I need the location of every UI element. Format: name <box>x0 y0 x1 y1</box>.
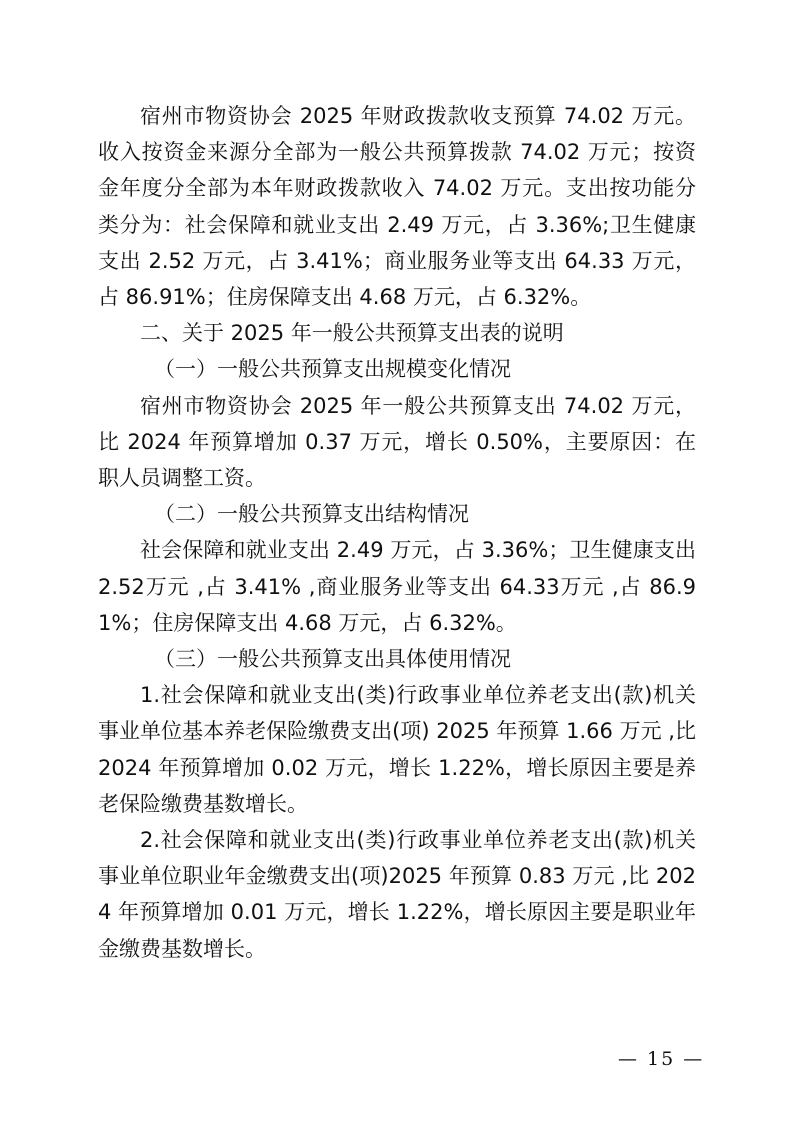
paragraph-usage-item-1: 1.社会保障和就业支出(类)行政事业单位养老支出(款)机关事业单位基本养老保险缴费支出(项) 2025 年预算 1.66 万元 ,比 2024 年预算增加 0.02 万元，增长 1.22%，增长原因主要是养老保险缴费基数增长。 <box>98 683 696 816</box>
paragraph-budget-summary: 宿州市物资协会 2025 年财政拨款收支预算 74.02 万元。收入按资金来源分全部为一般公共预算拨款 74.02 万元；按资金年度分全部为本年财政拨款收入 74.02 万元。支出按功能分类分为：社会保障和就业支出 2.49 万元，占 3.36%;卫生健康支出 2.52 万元，占 3.41%；商业服务业等支出 64.33 万元，占 86.91%；住房保障支出 4.68 万元，占 6.32%。 <box>98 104 696 310</box>
subheading-scale-change: （一）一般公共预算支出规模变化情况 <box>154 357 511 382</box>
page-number: — 15 — <box>618 1048 705 1070</box>
paragraph-scale-change: 宿州市物资协会 2025 年一般公共预算支出 74.02 万元，比 2024 年预算增加 0.37 万元，增长 0.50%，主要原因：在职人员调整工资。 <box>98 393 696 491</box>
section-heading-general-budget: 二、关于 2025 年一般公共预算支出表的说明 <box>140 321 564 346</box>
document-body <box>98 98 696 967</box>
paragraph-usage-item-2: 2.社会保障和就业支出(类)行政事业单位养老支出(款)机关事业单位职业年金缴费支出(项)2025 年预算 0.83 万元 ,比 2024 年预算增加 0.01 万元，增长 1.22%，增长原因主要是职业年金缴费基数增长。 <box>98 828 696 961</box>
subheading-usage: （三）一般公共预算支出具体使用情况 <box>154 647 511 672</box>
paragraph-structure: 社会保障和就业支出 2.49 万元，占 3.36%；卫生健康支出 2.52万元 ,占 3.41% ,商业服务业等支出 64.33万元 ,占 86.91%；住房保障支出 4.68 万元，占 6.32%。 <box>98 538 696 635</box>
subheading-structure: （二）一般公共预算支出结构情况 <box>154 502 469 527</box>
